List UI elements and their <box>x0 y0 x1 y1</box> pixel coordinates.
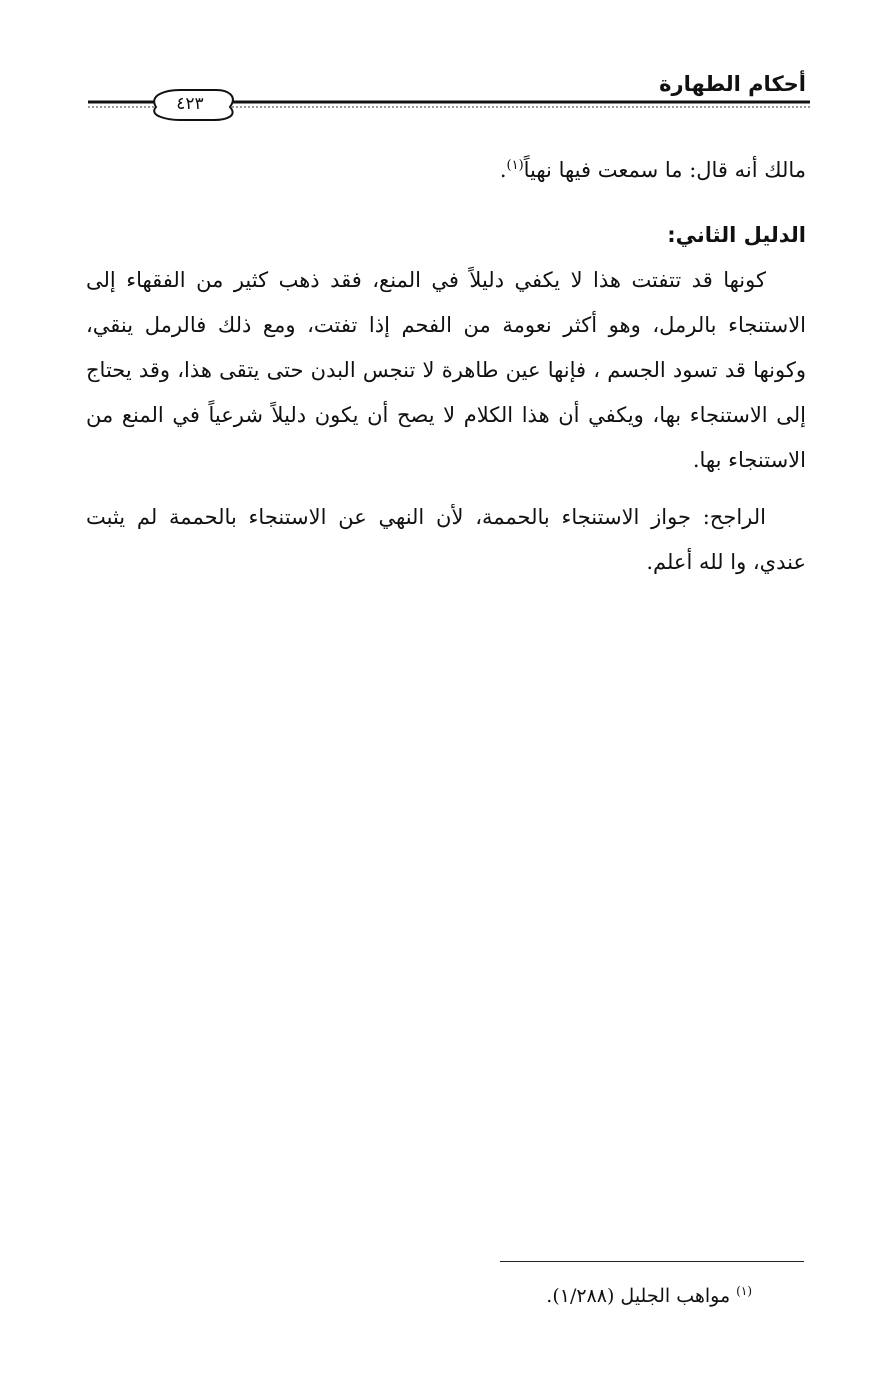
footnote-reference: (١) <box>506 158 524 173</box>
footnote-text: مواهب الجليل (١/٢٨٨). <box>546 1285 731 1307</box>
page-header <box>88 66 810 126</box>
footnote-separator <box>500 1261 804 1262</box>
paragraph-evidence: كونها قد تتفتت هذا لا يكفي دليلاً في المنع، فقد ذهب كثير من الفقهاء إلى الاستنجاء بالرمل، وهو أكثر نعومة من الفحم إذا تفتت، ومع ذلك فالرمل ينقي، وكونها قد تسود الجسم ، فإنها عين طاهرة لا تنجس البدن حتى يتقى هذا، وقد يحتاج إلى الاستنجاء بها، ويكفي أن هذا الكلام لا يصح أن يكون دليلاً شرعياً في المنع من الاستنجاء بها. <box>86 268 806 472</box>
main-text <box>86 148 806 585</box>
footnote <box>470 1280 752 1312</box>
section-heading: الدليل الثاني: <box>667 223 806 247</box>
footnote-marker: (١) <box>736 1283 752 1298</box>
opening-line-end: . <box>499 158 507 182</box>
page-number: ٤٢٣ <box>176 94 204 114</box>
paragraph-conclusion: الراجح: جواز الاستنجاء بالحممة، لأن النهي عن الاستنجاء بالحممة لم يثبت عندي، وا لله أعلم. <box>86 505 806 574</box>
opening-line <box>86 148 806 193</box>
book-title: أحكام الطهارة <box>659 72 806 96</box>
opening-line-text: مالك أنه قال: ما سمعت فيها نهياً <box>523 158 806 182</box>
